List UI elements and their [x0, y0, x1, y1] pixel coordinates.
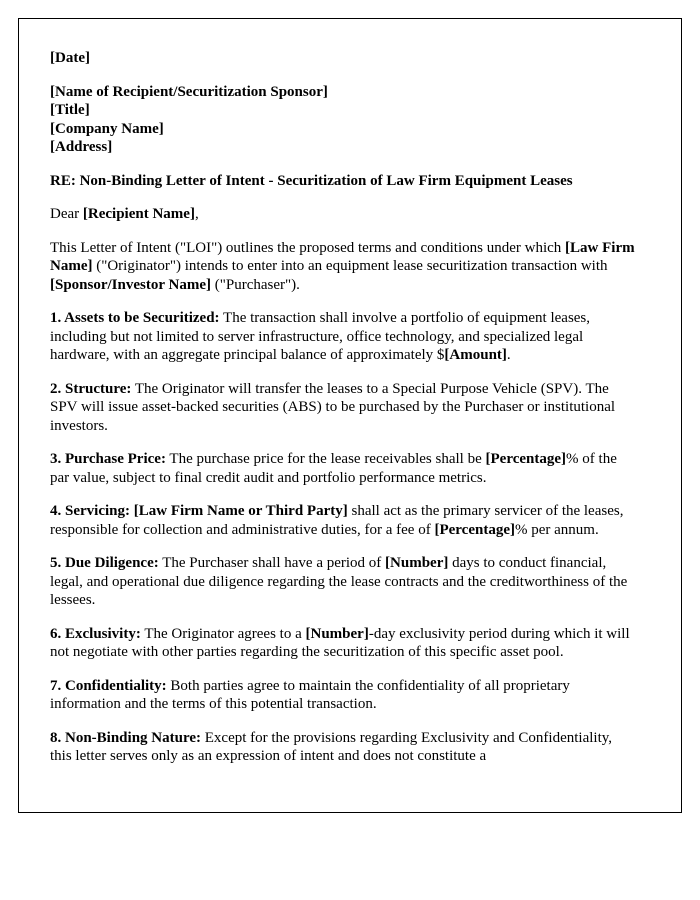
item-4-servicing — [50, 502, 637, 539]
salutation-line — [50, 205, 637, 224]
body-text: , — [194, 206, 199, 222]
placeholder-text: [Law Firm Name] — [50, 239, 635, 274]
placeholder-text: 8. Non-Binding Nature: — [50, 729, 201, 746]
placeholder-text: 7. Confidentiality: — [50, 677, 167, 694]
body-text: . — [506, 347, 511, 363]
placeholder-text: [Sponsor/Investor Name] — [50, 276, 211, 293]
item-7-confidentiality — [50, 677, 637, 714]
letter-body — [50, 239, 637, 766]
date-placeholder: [Date] — [50, 50, 90, 66]
letter-content — [19, 19, 681, 766]
placeholder-text: 3. Purchase Price: — [50, 451, 166, 467]
placeholder-text: 5. Due Diligence: — [50, 555, 159, 571]
body-text: Dear — [50, 206, 83, 222]
item-2-structure — [50, 380, 637, 436]
body-text: Except for the provisions regarding Exclusivity and Confidentiality, this letter serves only as an expression of intent and does not constitute a — [50, 729, 613, 764]
body-text: This Letter of Intent ("LOI") outlines the proposed terms and conditions under which — [50, 239, 566, 256]
placeholder-text: 2. Structure: — [50, 380, 132, 397]
item-5-due-diligence — [50, 554, 637, 610]
placeholder-text: [Percentage] — [434, 521, 515, 538]
body-text: ("Originator") intends to enter into an equipment lease securitization transaction with — [92, 258, 608, 274]
placeholder-text: [Amount] — [444, 347, 507, 363]
intro-paragraph — [50, 239, 637, 295]
placeholder-text: 6. Exclusivity: — [50, 625, 141, 642]
body-text: days to conduct financial, legal, and operational due diligence regarding the lease contracts and the creditworthiness of the lessees. — [50, 555, 628, 608]
letter-border — [18, 18, 682, 813]
placeholder-text: [Percentage] — [485, 451, 567, 467]
body-text: The Originator agrees to a — [140, 625, 306, 642]
body-text: The transaction shall involve a portfolio of equipment leases, including but not limited to server infrastructure, office technology, and specialized legal hardware, with an aggregate principal balance of approximately $ — [50, 310, 591, 363]
recipient-line: [Company Name] — [50, 120, 164, 137]
body-text: ("Purchaser"). — [210, 276, 300, 293]
body-text: -day exclusivity period during which it will not negotiate with other parties regarding the securitization of this specific asset pool. — [50, 625, 630, 660]
recipient-line: [Address] — [50, 139, 113, 155]
item-3-purchase-price — [50, 450, 637, 487]
item-1-assets — [50, 309, 637, 365]
body-text: Both parties agree to maintain the confidentiality of all proprietary information and the terms of this potential transaction. — [50, 677, 570, 712]
subject-line: RE: Non-Binding Letter of Intent - Securitization of Law Firm Equipment Leases — [50, 172, 573, 189]
placeholder-text: [Number] — [385, 555, 449, 571]
body-text: The purchase price for the lease receivables shall be — [165, 451, 486, 467]
placeholder-text: 1. Assets to be Securitized: — [50, 310, 220, 326]
body-text: The Purchaser shall have a period of — [158, 555, 386, 571]
recipient-line: [Title] — [50, 102, 90, 118]
body-text: % per annum. — [514, 521, 599, 538]
body-text: shall act as the primary servicer of the leases, responsible for collection and administrative duties, for a fee of — [50, 503, 624, 538]
recipient-line: [Name of Recipient/Securitization Sponsor] — [50, 83, 328, 100]
body-text: % of the par value, subject to final credit audit and portfolio performance metrics. — [50, 451, 617, 486]
placeholder-text: [Number] — [305, 625, 369, 642]
recipient-block — [50, 83, 637, 157]
placeholder-text: 4. Servicing: [Law Firm Name or Third Party] — [50, 503, 348, 519]
item-8-non-binding — [50, 729, 637, 766]
item-6-exclusivity — [50, 625, 637, 662]
body-text: The Originator will transfer the leases to a Special Purpose Vehicle (SPV). The SPV will issue asset-backed securities (ABS) to be purchased by the Purchaser or institutional investors. — [50, 380, 616, 434]
placeholder-text: [Recipient Name] — [82, 206, 195, 222]
